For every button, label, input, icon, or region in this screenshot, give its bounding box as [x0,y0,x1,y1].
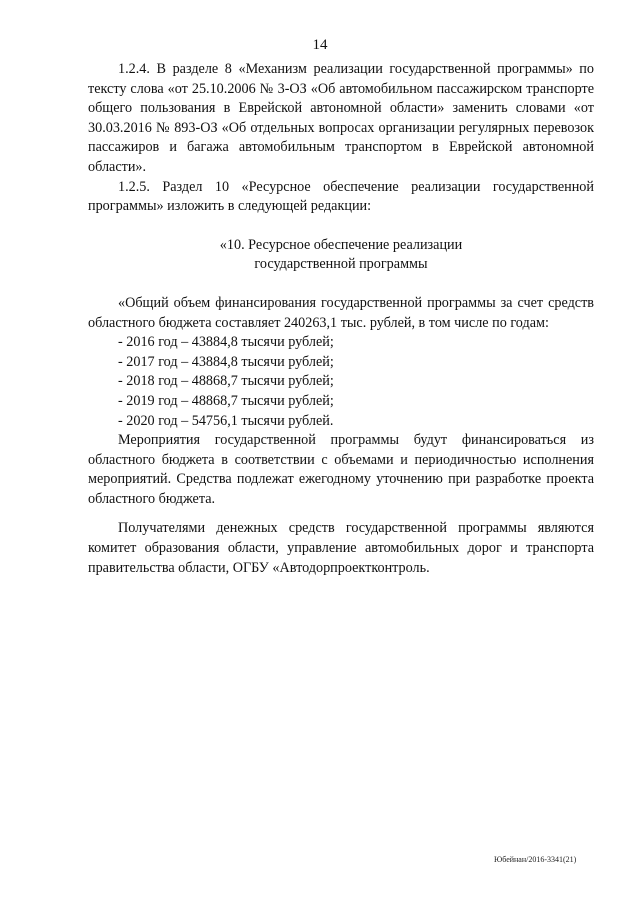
section-heading-line-1: «10. Ресурсное обеспечение реализации [219,236,463,253]
year-line-2019: - 2019 год – 48868,7 тысячи рублей; [118,392,334,409]
paragraph-recipients: Получателями денежных средств государственной программы являются комитет образования области, управление автомобильных дорог и транспорта правительства области, ОГБУ «Автодорпроектконтроль. [88,520,594,576]
document-registration-code: Юбейнан/2016-3341(21) [494,855,577,864]
paragraph-total-financing: «Общий объем финансирования государственной программы за счет средств областного бюджета составляет 240263,1 тыс. рублей, в том числе по годам: [88,294,594,331]
paragraph-1-2-4: 1.2.4. В разделе 8 «Механизм реализации государственной программы» по тексту слова «от 25.10.2006 № 3-ОЗ «Об автомобильном пассажирском транспорте общего пользования в Еврейской автономной области» заменить словами «от 30.03.2016 № 893-ОЗ «Об отдельных вопросах организации регулярных перевозок пассажиров и багажа автомобильным транспортом в Еврейской автономной области». [88,61,594,175]
year-line-2018: - 2018 год – 48868,7 тысячи рублей; [118,373,334,390]
paragraph-1-2-5: 1.2.5. Раздел 10 «Ресурсное обеспечение реализации государственной программы» изложить в следующей редакции: [88,178,594,215]
section-heading [88,236,594,275]
section-heading-line-2: государственной программы [254,256,428,273]
paragraph-spacer [88,509,594,519]
year-line-2017: - 2017 год – 43884,8 тысячи рублей; [118,353,334,370]
year-line-2020: - 2020 год – 54756,1 тысячи рублей. [118,412,334,429]
document-body [88,60,594,578]
year-line-2016: - 2016 год – 43884,8 тысячи рублей; [118,334,334,351]
years-list [88,333,594,431]
page-number: 14 [312,37,328,53]
paragraph-activities: Мероприятия государственной программы будут финансироваться из областного бюджета в соответствии с объемами и периодичностью исполнения мероприятий. Средства подлежат ежегодному уточнению при разработке проекта областного бюджета. [88,432,594,507]
